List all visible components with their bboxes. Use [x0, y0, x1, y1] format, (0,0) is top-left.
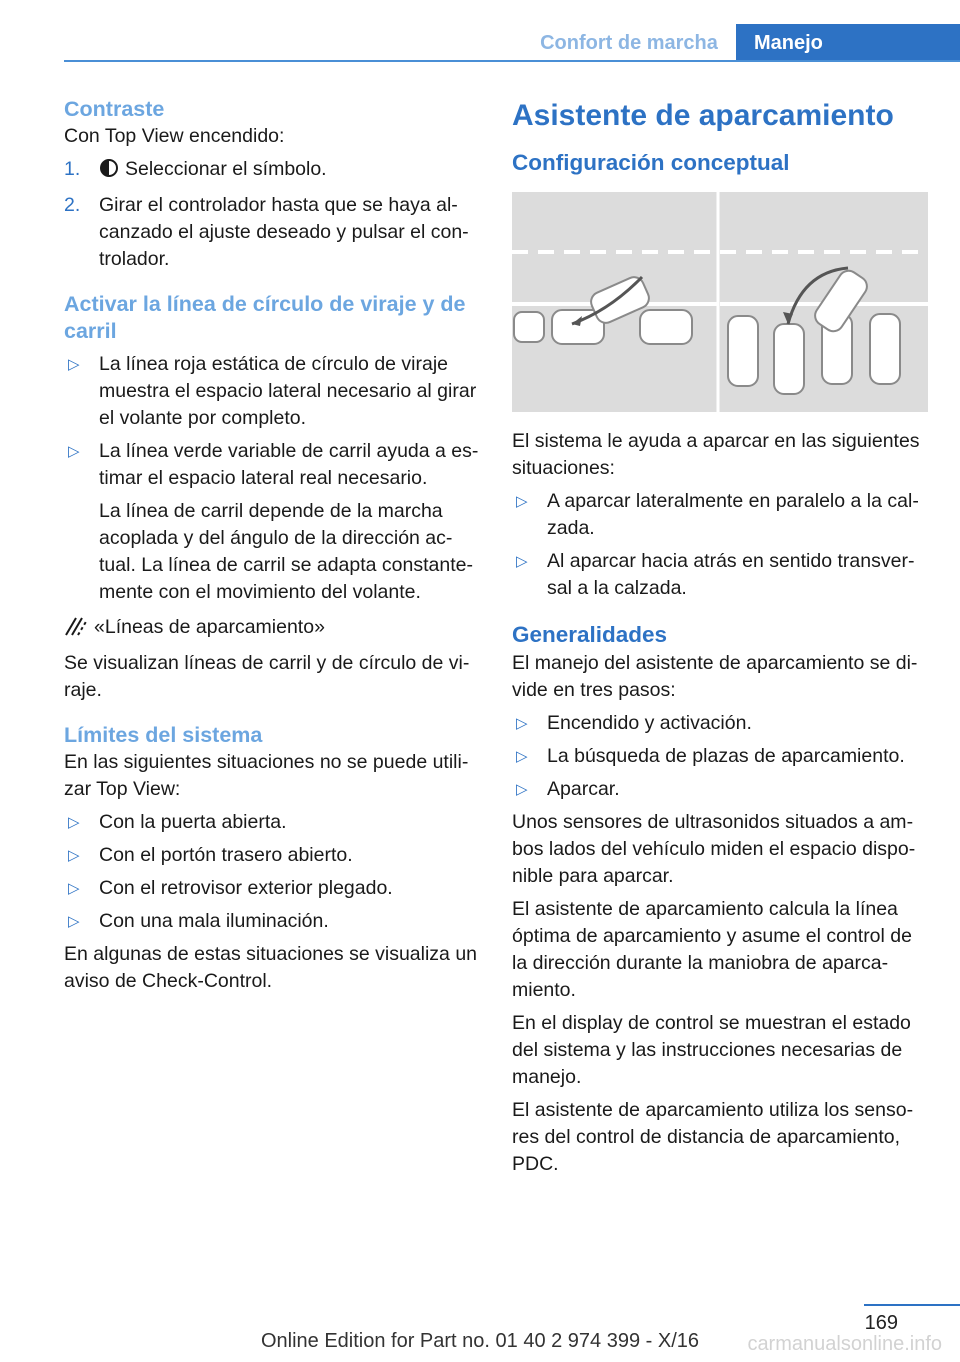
paragraph: El asistente de aparcamiento calcula la línea óptima de aparcamiento y asume el control de la dirección durante la maniobra de aparcamiento.: [512, 898, 912, 1001]
right-column: [512, 96, 928, 1178]
list-item-text: Al aparcar hacia atrás en sentido transversal a la calzada.: [547, 550, 915, 599]
header-rule: [64, 60, 960, 62]
parking-lines-icon: [64, 616, 88, 644]
paragraph: El asistente de aparcamiento utiliza los sensores del control de distancia de aparcamiento, PDC.: [512, 1099, 914, 1175]
bullet-triangle-icon: ▷: [68, 847, 80, 864]
heading-contraste: Contraste: [64, 97, 165, 121]
watermark: carmanualsonline.info: [747, 1333, 942, 1355]
bullet-triangle-icon: ▷: [516, 715, 528, 732]
header-section-title: Confort de marcha: [540, 32, 718, 54]
list-item-text: Con el retrovisor exterior plegado.: [99, 877, 393, 899]
footer-rule: [864, 1304, 960, 1306]
sub-paragraph: La línea de carril depende de la marcha acoplada y del ángulo de la dirección actual. La línea de carril se adapta constantemente con el movimiento del volante.: [99, 500, 473, 603]
list-item: [512, 488, 928, 542]
icon-label-line: [64, 614, 482, 644]
list-item: [64, 908, 482, 935]
bullet-triangle-icon: ▷: [68, 814, 80, 831]
step-number: 2.: [64, 194, 81, 216]
bullet-triangle-icon: ▷: [516, 748, 528, 765]
paragraph: Unos sensores de ultrasonidos situados a ambos lados del vehículo miden el espacio disponible para aparcar.: [512, 811, 916, 887]
list-item: [64, 438, 482, 492]
list-item: [512, 743, 928, 770]
step-item: [64, 192, 482, 273]
paragraph: En el display de control se muestran el estado del sistema y las instrucciones necesarias de manejo.: [512, 1012, 911, 1088]
list-item-text: Con la puerta abierta.: [99, 811, 287, 833]
parking-lines-label: «Líneas de aparcamiento»: [94, 616, 325, 638]
list-item: [64, 875, 482, 902]
limites-intro: En las siguientes situaciones no se puede utilizar Top View:: [64, 751, 469, 800]
step-number: 1.: [64, 158, 81, 180]
heading-generalidades: Generalidades: [512, 622, 668, 647]
config-text: El sistema le ayuda a aparcar en las siguientes situaciones:: [512, 430, 920, 479]
list-item-text: Aparcar.: [547, 778, 620, 800]
parking-illustration: [512, 192, 928, 412]
page-title: Asistente de aparcamiento: [512, 99, 894, 132]
limites-after: En algunas de estas situaciones se visualiza un aviso de Check-Control.: [64, 943, 478, 992]
list-item: [64, 809, 482, 836]
contraste-intro: Con Top View encendido:: [64, 125, 285, 147]
list-item: [512, 710, 928, 737]
list-item: [512, 548, 928, 602]
bullet-triangle-icon: ▷: [68, 443, 80, 460]
bullet-triangle-icon: ▷: [68, 913, 80, 930]
list-item-text: Con una mala iluminación.: [99, 910, 329, 932]
bullet-triangle-icon: ▷: [516, 781, 528, 798]
list-item-text: Encendido y activación.: [547, 712, 752, 734]
list-item-text: A aparcar lateralmente en paralelo a la calzada.: [547, 490, 919, 539]
step-text: Seleccionar el símbolo.: [125, 158, 327, 180]
list-item-text: La búsqueda de plazas de aparcamiento.: [547, 745, 905, 767]
bullet-triangle-icon: ▷: [516, 493, 528, 510]
list-item: [512, 776, 928, 803]
left-column: [64, 96, 482, 995]
list-item-text: La línea verde variable de carril ayuda a estimar el espacio lateral real necesario.: [99, 440, 479, 489]
footer-edition: Online Edition for Part no. 01 40 2 974 399 - X/16: [260, 1330, 700, 1352]
heading-lineas: Activar la línea de círculo de viraje y de carril: [64, 292, 466, 343]
list-item: [64, 842, 482, 869]
bullet-triangle-icon: ▷: [516, 553, 528, 570]
bullet-triangle-icon: ▷: [68, 356, 80, 373]
step-text: Girar el controlador hasta que se haya alcanzado el ajuste deseado y pulsar el controlador.: [99, 194, 469, 270]
step-item: [64, 156, 482, 186]
bullet-triangle-icon: ▷: [68, 880, 80, 897]
header-chapter-tab: Manejo: [736, 24, 960, 62]
contrast-icon: [99, 158, 119, 186]
heading-limites: Límites del sistema: [64, 723, 263, 747]
heading-config: Configuración conceptual: [512, 150, 790, 175]
list-item-text: La línea roja estática de círculo de viraje muestra el espacio lateral necesario al girar el volante por completo.: [99, 353, 477, 429]
page-number: 169: [864, 1312, 898, 1334]
lineas-after: Se visualizan líneas de carril y de círculo de viraje.: [64, 652, 470, 701]
list-item-text: Con el portón trasero abierto.: [99, 844, 353, 866]
generalidades-text: El manejo del asistente de aparcamiento se divide en tres pasos:: [512, 652, 918, 701]
list-item: [64, 351, 482, 432]
